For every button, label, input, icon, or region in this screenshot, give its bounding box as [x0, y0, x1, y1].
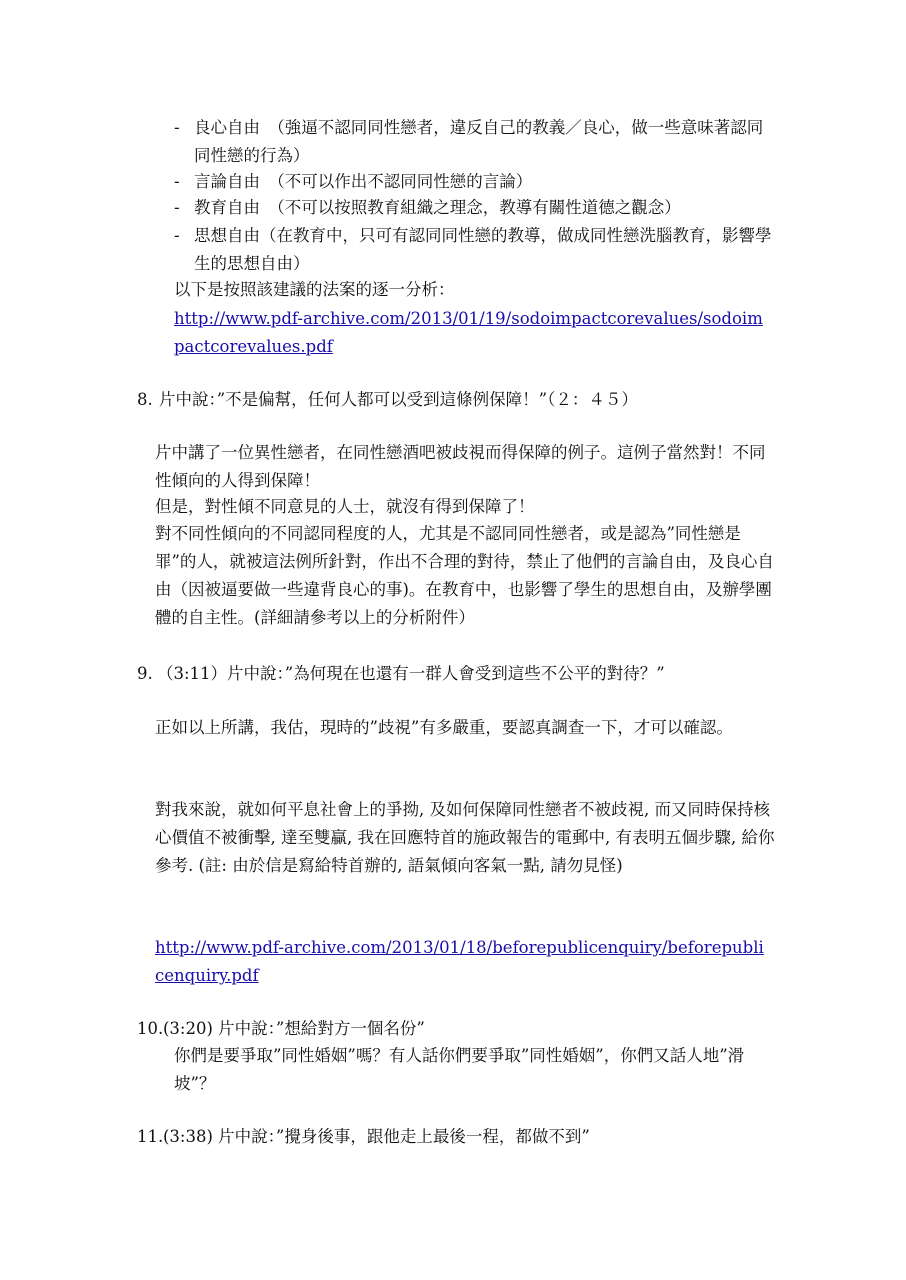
item-8-paragraph-2: 但是，對性傾不同意見的人士，就沒有得到保障了！: [155, 497, 535, 516]
list-item-thought: [174, 222, 774, 278]
list-item-text: 言論自由 （不可以作出不認同同性戀的言論）: [194, 172, 533, 191]
list-item-text: 思想自由（在教育中，只可有認同同性戀的教導，做成同性戀洗腦教育，影響學生的思想自由）: [194, 226, 772, 273]
list-item-speech: [174, 168, 774, 196]
bullet-dash: -: [174, 198, 180, 217]
bullet-dash: -: [174, 118, 180, 137]
item-number: 8.: [137, 390, 153, 409]
item-9-paragraph-2: 對我來說，就如何平息社會上的爭拗, 及如何保障同性戀者不被歧視, 而又同時保持核心價值不被衝擊, 達至雙贏, 我在回應特首的施政報告的電郵中, 有表明五個步驟, 給你參考. (註: 由於信是寫給特首辦的, 語氣傾向客氣一點, 請勿見怪): [155, 800, 775, 875]
item-number: 9.: [137, 664, 153, 683]
item-9-paragraph-1: 正如以上所講，我估，現時的”歧視”有多嚴重，要認真調查一下，才可以確認。: [155, 718, 733, 737]
list-item-text: 教育自由 （不可以按照教育組織之理念，教導有關性道德之觀念）: [194, 198, 681, 217]
analysis-intro: 以下是按照該建議的法案的逐一分析：: [174, 280, 455, 299]
item-11-heading: [137, 1123, 777, 1151]
item-10-heading: [137, 1015, 777, 1043]
list-item-text: 良心自由 （強逼不認同同性戀者，違反自己的教義／良心，做一些意味著認同同性戀的行為）: [194, 118, 764, 165]
analysis-link[interactable]: http://www.pdf-archive.com/2013/01/19/sodoimpactcorevalues/sodoimpactcorevalues.pdf: [174, 309, 763, 356]
item-heading-text: (3:20) 片中說：”想給對方一個名份”: [163, 1019, 425, 1038]
bullet-dash: -: [174, 226, 180, 245]
item-heading-text: 片中說：”不是偏幫，任何人都可以受到這條例保障！”（２：４５）: [159, 390, 638, 409]
item-8-paragraph-3: 對不同性傾向的不同認同程度的人，尤其是不認同同性戀者，或是認為”同性戀是罪”的人，就被這法例所針對，作出不合理的對待，禁止了他們的言論自由，及良心自由（因被逼要做一些違背良心的事)。在教育中，也影響了學生的思想自由，及辦學團體的自主性。(詳細請參考以上的分析附件）: [155, 524, 774, 627]
item-number: 11.: [137, 1127, 164, 1146]
item-heading-text: (3:38) 片中說：”攪身後事，跟他走上最後一程，都做不到”: [163, 1127, 590, 1146]
list-item-education: [174, 194, 774, 222]
bullet-dash: -: [174, 172, 180, 191]
item-heading-text: （3:11）片中說：”為何現在也還有一群人會受到這些不公平的對待？”: [157, 664, 665, 683]
item-9-heading: [137, 660, 777, 688]
list-item-conscience: [174, 114, 774, 170]
item-10-paragraph: 你們是要爭取”同性婚姻”嗎？有人話你們要爭取”同性婚姻”，你們又話人地”滑坡”？: [174, 1046, 745, 1093]
item-number: 10.: [137, 1019, 164, 1038]
item-8-heading: [137, 386, 777, 414]
public-enquiry-link[interactable]: http://www.pdf-archive.com/2013/01/18/beforepublicenquiry/beforepublicenquiry.pdf: [155, 938, 764, 985]
item-8-paragraph-1: 片中講了一位異性戀者，在同性戀酒吧被歧視而得保障的例子。這例子當然對！不同性傾向的人得到保障！: [155, 443, 766, 490]
